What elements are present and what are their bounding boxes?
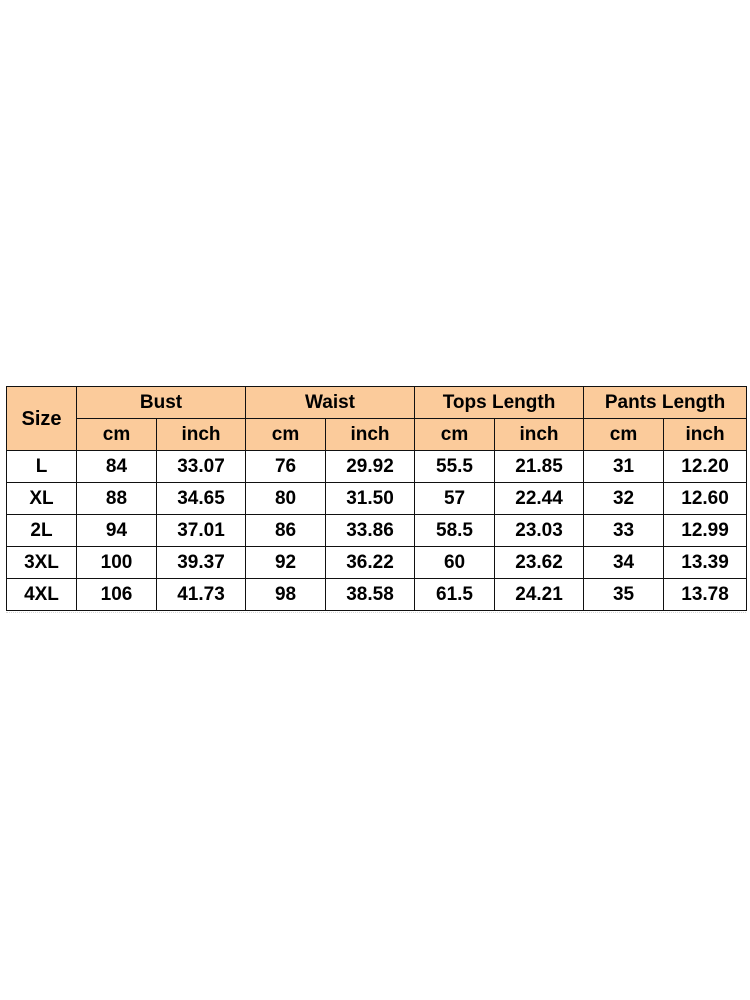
pants-length-inch-header: inch — [664, 419, 747, 451]
bust-inch-cell: 33.07 — [157, 451, 246, 483]
pants-length-cm-cell: 34 — [584, 547, 664, 579]
table-row — [7, 483, 747, 515]
pants-length-inch-cell: 12.60 — [664, 483, 747, 515]
bust-inch-header: inch — [157, 419, 246, 451]
tops-length-cm-cell: 61.5 — [415, 579, 495, 611]
size-column-header: Size — [7, 387, 77, 451]
waist-inch-cell: 33.86 — [326, 515, 415, 547]
bust-cm-cell: 100 — [77, 547, 157, 579]
pants-length-cm-header: cm — [584, 419, 664, 451]
bust-cm-header: cm — [77, 419, 157, 451]
table-row — [7, 547, 747, 579]
tops-length-inch-cell: 22.44 — [495, 483, 584, 515]
tops-length-cm-cell: 60 — [415, 547, 495, 579]
pants-length-cm-cell: 33 — [584, 515, 664, 547]
bust-inch-cell: 41.73 — [157, 579, 246, 611]
tops-length-inch-cell: 24.21 — [495, 579, 584, 611]
waist-inch-cell: 36.22 — [326, 547, 415, 579]
size-cell: XL — [7, 483, 77, 515]
header-row-units — [7, 419, 747, 451]
bust-cm-cell: 84 — [77, 451, 157, 483]
bust-group-header: Bust — [77, 387, 246, 419]
waist-group-header: Waist — [246, 387, 415, 419]
bust-cm-cell: 106 — [77, 579, 157, 611]
size-chart-table — [6, 386, 747, 611]
size-cell: L — [7, 451, 77, 483]
tops-length-inch-cell: 23.03 — [495, 515, 584, 547]
pants-length-inch-cell: 12.20 — [664, 451, 747, 483]
tops-length-group-header: Tops Length — [415, 387, 584, 419]
pants-length-cm-cell: 32 — [584, 483, 664, 515]
size-cell: 3XL — [7, 547, 77, 579]
pants-length-cm-cell: 35 — [584, 579, 664, 611]
waist-cm-cell: 80 — [246, 483, 326, 515]
table-row — [7, 451, 747, 483]
tops-length-cm-cell: 55.5 — [415, 451, 495, 483]
pants-length-cm-cell: 31 — [584, 451, 664, 483]
bust-inch-cell: 37.01 — [157, 515, 246, 547]
table-row — [7, 579, 747, 611]
waist-cm-cell: 98 — [246, 579, 326, 611]
faint-gridline-divider — [6, 612, 746, 615]
table-row — [7, 515, 747, 547]
tops-length-inch-cell: 23.62 — [495, 547, 584, 579]
waist-inch-cell: 29.92 — [326, 451, 415, 483]
tops-length-inch-cell: 21.85 — [495, 451, 584, 483]
tops-length-cm-cell: 57 — [415, 483, 495, 515]
waist-cm-cell: 76 — [246, 451, 326, 483]
size-cell: 4XL — [7, 579, 77, 611]
pants-length-inch-cell: 13.78 — [664, 579, 747, 611]
bust-cm-cell: 88 — [77, 483, 157, 515]
pants-length-inch-cell: 13.39 — [664, 547, 747, 579]
header-row-groups — [7, 387, 747, 419]
bust-inch-cell: 34.65 — [157, 483, 246, 515]
waist-inch-cell: 38.58 — [326, 579, 415, 611]
tops-length-inch-header: inch — [495, 419, 584, 451]
tops-length-cm-cell: 58.5 — [415, 515, 495, 547]
bust-inch-cell: 39.37 — [157, 547, 246, 579]
bust-cm-cell: 94 — [77, 515, 157, 547]
waist-cm-cell: 86 — [246, 515, 326, 547]
waist-cm-cell: 92 — [246, 547, 326, 579]
pants-length-group-header: Pants Length — [584, 387, 747, 419]
waist-cm-header: cm — [246, 419, 326, 451]
waist-inch-header: inch — [326, 419, 415, 451]
waist-inch-cell: 31.50 — [326, 483, 415, 515]
size-cell: 2L — [7, 515, 77, 547]
pants-length-inch-cell: 12.99 — [664, 515, 747, 547]
tops-length-cm-header: cm — [415, 419, 495, 451]
